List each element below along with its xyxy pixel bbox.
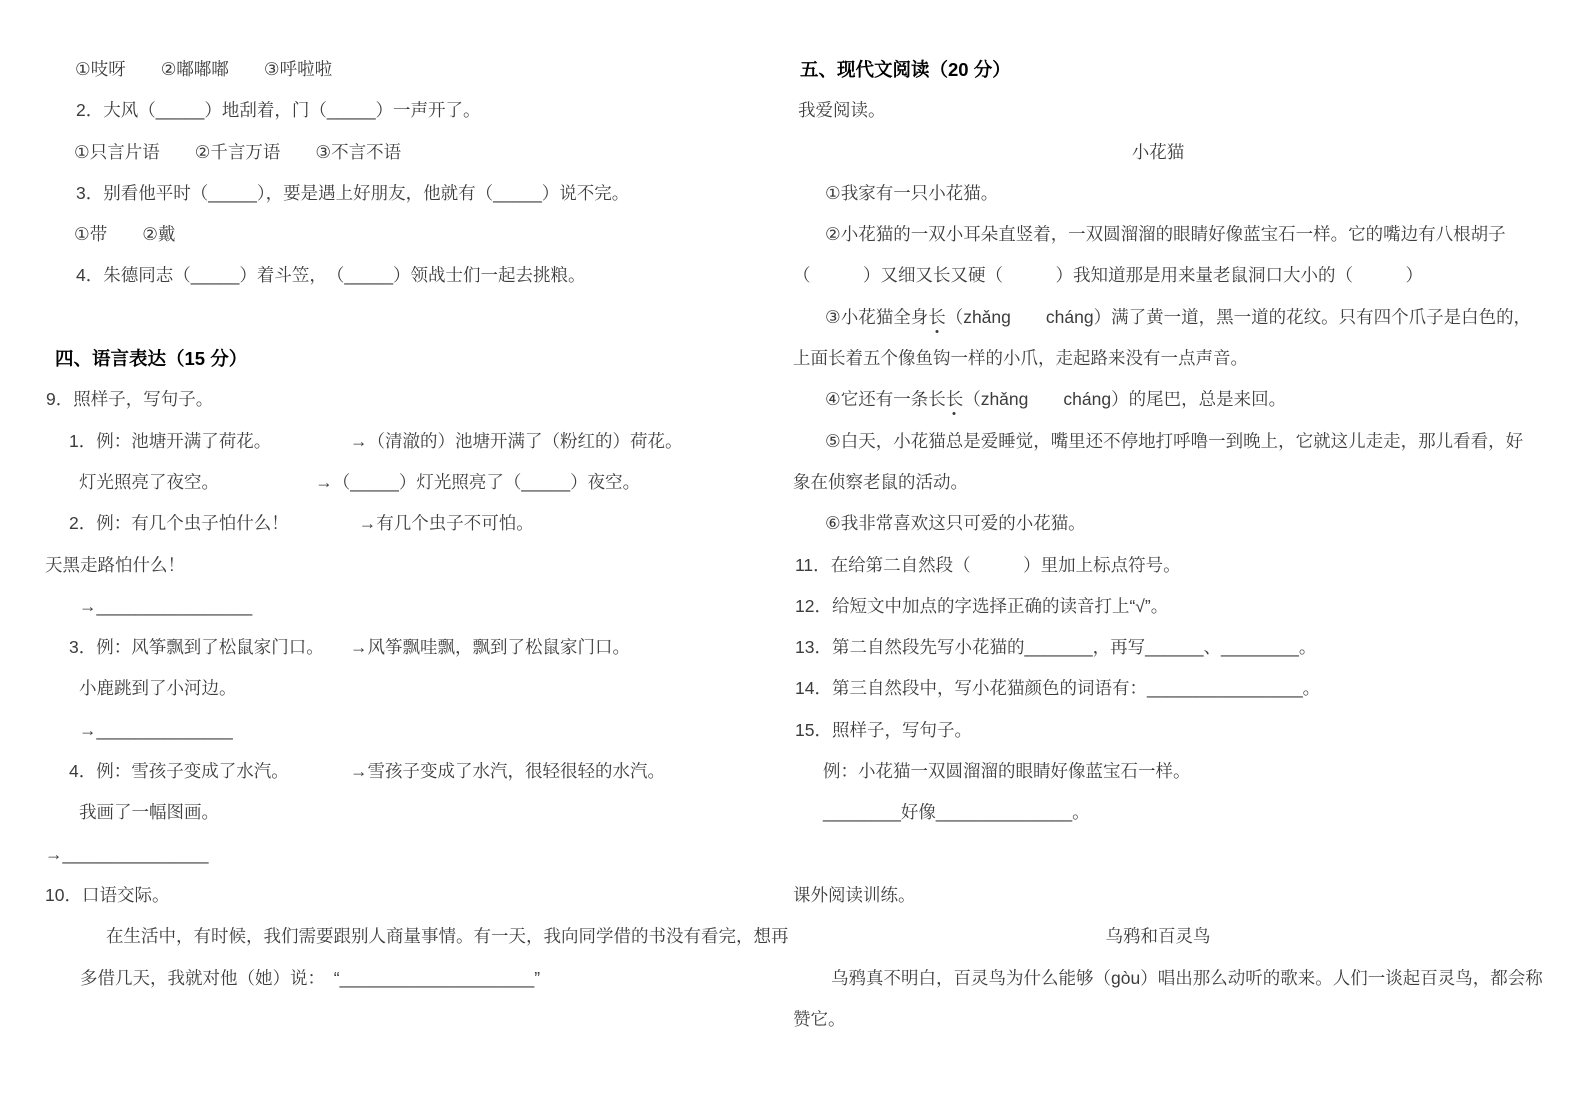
choice-options-2: ①只言片语 ②千言万语 ③不言不语 [74,141,402,162]
blank-line [45,297,757,338]
passage-title: 小花猫 [1131,141,1185,162]
q9-item-2: 天黑走路怕什么！ [45,554,185,575]
q9-example-2: 2．例：有几个虫子怕什么！ →有几个虫子不可怕。 [69,513,534,534]
choice-options-3: ①带 ②戴 [74,224,176,245]
q15-answer-blank: ________好像______________。 [823,802,1090,823]
question-4: 4．朱德同志（_____）着斗笠， （_____）领战士们一起去挑粮。 [76,265,586,286]
q9-item-3: 小鹿跳到了小河边。 [79,678,237,699]
text-segment: （zhǎng cháng）满了黄一道，黑一道的花纹。只有四个爪子是白色的， [945,306,1532,327]
left-column [45,49,789,999]
passage-paragraph-6: ⑥我非常喜欢这只可爱的小花猫。 [825,513,1086,534]
question-9: 9．照样子，写句子。 [46,389,214,410]
question-10: 10．口语交际。 [45,884,170,905]
text-segment: ③小花猫全身 [825,306,929,327]
passage-paragraph-3-continued: 上面长着五个像鱼钩一样的小爪，走起路来没有一点声音。 [793,348,1248,369]
passage-paragraph-2: ②小花猫的一双小耳朵直竖着，一双圆溜溜的眼睛好像蓝宝石一样。它的嘴边有八根胡子 [825,224,1506,245]
q9-answer-blank-2: →________________ [79,595,253,616]
question-2: 2．大风（_____）地刮着，门（_____）一声开了。 [76,100,481,121]
question-14: 14．第三自然段中，写小花猫颜色的词语有：________________。 [795,678,1321,699]
right-column [793,49,1543,1040]
passage-2-title: 乌鸦和百灵鸟 [1105,926,1211,947]
q9-answer-blank-3: →______________ [79,719,233,740]
passage-paragraph-5-continued: 象在侦察老鼠的活动。 [793,471,968,492]
text-segment: ④它还有一条长 [825,389,946,410]
question-13: 13．第二自然段先写小花猫的_______，再写______、________。 [795,637,1317,658]
question-12: 12．给短文中加点的字选择正确的读音打上“√”。 [795,595,1169,616]
q9-item-4: 我画了一幅图画。 [79,802,219,823]
passage-paragraph-5: ⑤白天，小花猫总是爱睡觉，嘴里还不停地打呼噜一到晚上，它就这儿走走，那儿看看，好 [825,430,1524,451]
q10-paragraph-line-2: 多借几天，我就对他（她）说： “____________________” [80,967,541,988]
passage-paragraph-3 [793,297,1532,338]
q9-example-3: 3．例：风筝飘到了松鼠家门口。 →风筝飘哇飘，飘到了松鼠家门口。 [69,637,630,658]
q10-paragraph-line-1: 在生活中，有时候，我们需要跟别人商量事情。有一天，我向同学借的书没有看完，想再 [106,926,789,947]
question-3: 3．别看他平时（_____），要是遇上好朋友，他就有（_____）说不完。 [76,182,630,203]
q15-example: 例：小花猫一双圆溜溜的眼睛好像蓝宝石一样。 [823,761,1191,782]
emphasized-char: 长 [928,304,946,329]
choice-options-1: ①吱呀 ②嘟嘟嘟 ③呼啦啦 [75,59,333,79]
extra-reading-label: 课外阅读训练。 [793,884,916,905]
section-5-heading: 五、现代文阅读（20 分） [800,59,1011,80]
q9-example-4: 4．例：雪孩子变成了水汽。 →雪孩子变成了水汽，很轻很轻的水汽。 [69,761,665,782]
q9-answer-blank-4: →_______________ [45,843,209,864]
q9-item-1: 灯光照亮了夜空。 →（_____）灯光照亮了（_____）夜空。 [79,471,641,492]
passage-paragraph-2-continued: （ ）又细又长又硬（ ）我知道那是用来量老鼠洞口大小的（ ） [793,265,1423,286]
passage-paragraph-1: ①我家有一只小花猫。 [825,182,999,203]
passage-2-line-2: 赞它。 [793,1008,846,1029]
question-11: 11．在给第二自然段（ ）里加上标点符号。 [795,554,1181,575]
passage-paragraph-4 [793,379,1523,420]
emphasized-char: 长 [946,386,964,411]
text-segment: （zhǎng cháng）的尾巴，总是来回。 [963,389,1287,410]
q9-example-1: 1．例：池塘开满了荷花。 →（清澈的）池塘开满了（粉红的）荷花。 [69,430,683,451]
blank-line [793,834,1523,875]
passage-2-line-1: 乌鸦真不明白，百灵鸟为什么能够（gòu）唱出那么动听的歌来。人们一谈起百灵鸟，都会称 [831,967,1543,988]
reading-intro: 我爱阅读。 [798,100,886,121]
question-15: 15．照样子，写句子。 [795,719,972,740]
section-4-heading: 四、语言表达（15 分） [55,348,248,370]
